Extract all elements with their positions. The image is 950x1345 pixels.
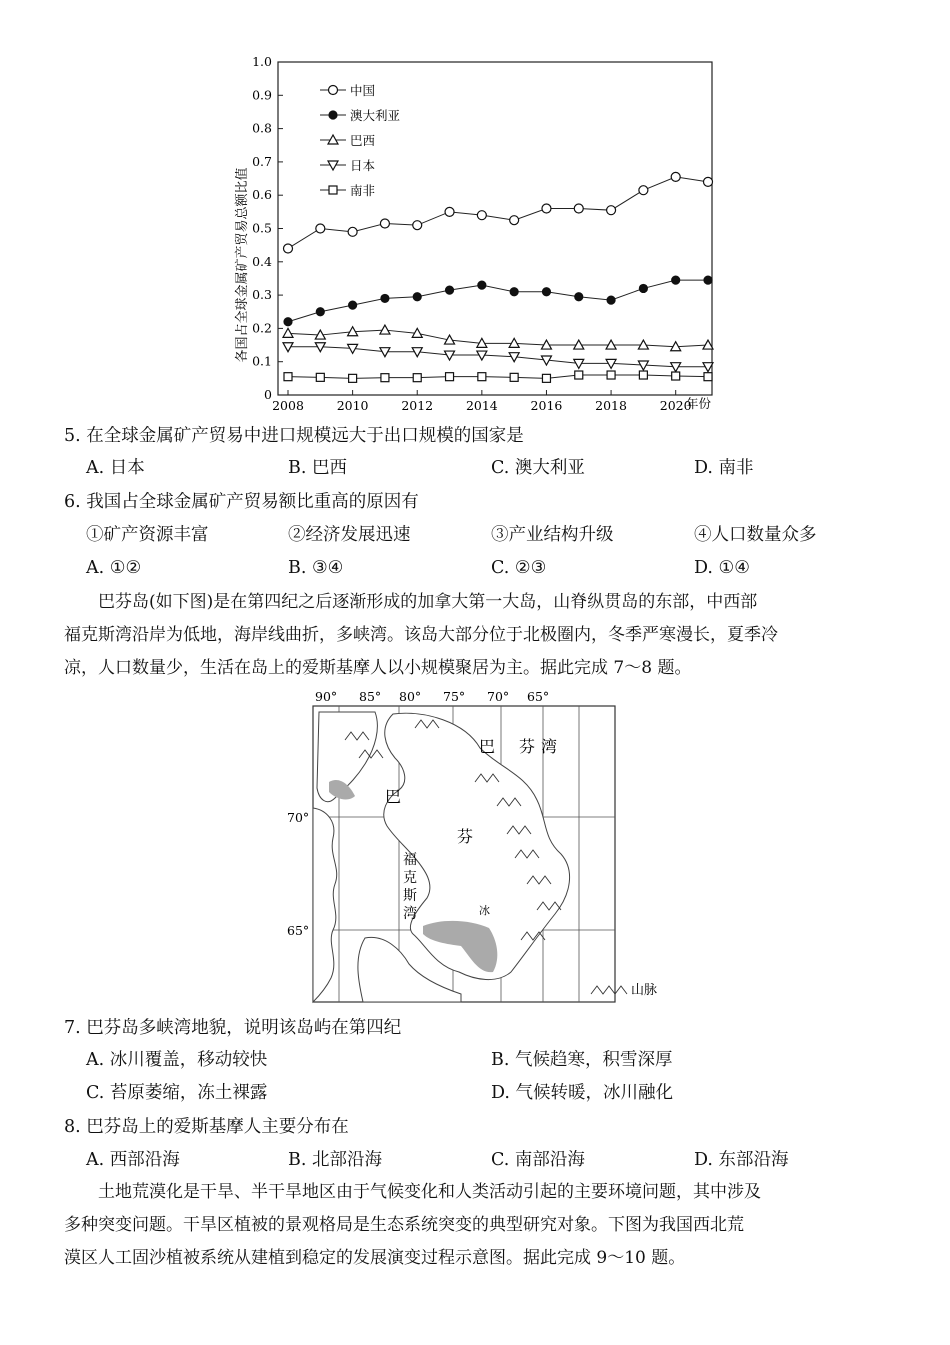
chart-data-point (446, 373, 454, 381)
map-label-foxe-1: 福 (403, 852, 417, 868)
chart-data-point (575, 293, 583, 301)
map-lon-80: 80° (399, 689, 422, 704)
chart-legend-label: 中国 (350, 83, 376, 98)
chart-data-point (639, 371, 647, 379)
chart-data-point (446, 286, 454, 294)
chart-legend-label: 巴西 (350, 133, 376, 148)
passage2-line2: 多种突变问题。干旱区植被的景观格局是生态系统突变的典型研究对象。下图为我国西北荒 (64, 1215, 744, 1235)
chart-xlabel: 年份 (686, 396, 712, 411)
chart-ytick-label: 0.8 (252, 120, 272, 136)
chart-data-point (607, 371, 615, 379)
chart-data-point (316, 224, 325, 233)
chart-xtick-label: 2020 (659, 398, 692, 413)
q7-option-b[interactable]: B. 气候趋寒，积雪深厚 (491, 1050, 673, 1070)
question-5-stem: 5. 在全球金属矿产贸易中进口规模远大于出口规模的国家是 (64, 426, 524, 446)
map-label-baffin-bay-2: 芬 (519, 737, 536, 756)
map-lon-75: 75° (443, 689, 466, 704)
map-lon-85: 85° (359, 689, 382, 704)
q5-option-c[interactable]: C. 澳大利亚 (491, 458, 585, 478)
chart-ytick-label: 0.2 (252, 320, 272, 336)
q8-option-b[interactable]: B. 北部沿海 (288, 1150, 382, 1170)
q7-option-c[interactable]: C. 苔原萎缩，冻土裸露 (86, 1083, 268, 1103)
q5-option-b[interactable]: B. 巴西 (288, 458, 347, 478)
chart-legend-label: 澳大利亚 (350, 108, 401, 123)
q6-statement-2: ②经济发展迅速 (288, 525, 411, 545)
chart-data-point (542, 204, 551, 213)
passage1-line1: 巴芬岛(如下图)是在第四纪之后逐渐形成的加拿大第一大岛，山脊纵贯岛的东部，中西部 (98, 592, 758, 612)
q6-statement-1: ①矿产资源丰富 (86, 525, 209, 545)
chart-ytick-label: 0.6 (252, 187, 272, 203)
chart-data-point (348, 227, 357, 236)
question-8-stem: 8. 巴芬岛上的爱斯基摩人主要分布在 (64, 1117, 349, 1137)
chart-ytick-label: 0.5 (252, 220, 272, 236)
chart-data-point (704, 177, 713, 186)
q6-option-c[interactable]: C. ②③ (491, 558, 547, 578)
q7-option-a[interactable]: A. 冰川覆盖，移动较快 (86, 1050, 268, 1070)
chart-ylabel: 各国占全球金属矿产贸易总额比值 (235, 167, 250, 363)
chart-xtick-label: 2010 (336, 398, 369, 413)
q8-option-d[interactable]: D. 东部沿海 (694, 1150, 789, 1170)
passage2-line3: 漠区人工固沙植被系统从建植到稳定的发展演变过程示意图。据此完成 9～10 题。 (64, 1248, 686, 1268)
q6-option-d[interactable]: D. ①④ (694, 558, 750, 578)
chart-data-point (704, 276, 712, 284)
chart-data-point (478, 281, 486, 289)
chart-ytick-label: 0 (264, 387, 272, 402)
chart-ytick-label: 0.9 (252, 87, 272, 103)
chart-legend-marker (329, 111, 337, 119)
map-label-foxe-3: 斯 (403, 888, 417, 904)
chart-data-point (510, 373, 518, 381)
map-lon-65: 65° (527, 689, 550, 704)
map-lat-65: 65° (287, 923, 310, 938)
chart-data-point (672, 276, 680, 284)
chart-ytick-label: 0.1 (252, 353, 272, 369)
map-label-baffin-bay-1: 巴 (479, 737, 496, 756)
chart-legend-label: 南非 (350, 183, 376, 198)
chart-xtick-label: 2018 (595, 398, 627, 413)
chart-data-point (380, 219, 389, 228)
question-7-stem: 7. 巴芬岛多峡湾地貌，说明该岛屿在第四纪 (64, 1018, 402, 1038)
chart-ytick-label: 0.4 (252, 253, 272, 269)
question-6-stem: 6. 我国占全球金属矿产贸易额比重高的原因有 (64, 492, 419, 512)
chart-xtick-label: 2012 (401, 398, 434, 413)
q7-option-d[interactable]: D. 气候转暖，冰川融化 (491, 1083, 674, 1103)
chart-data-point (284, 244, 293, 253)
chart-data-point (542, 288, 550, 296)
west-coast-land (313, 808, 337, 1002)
chart-ytick-label: 0.3 (252, 287, 272, 303)
chart-xtick-label: 2008 (272, 398, 304, 413)
chart-data-point (413, 293, 421, 301)
legend-mountain-label: 山脉 (631, 983, 658, 998)
chart-data-point (510, 216, 519, 225)
map-label-island-1: 巴 (385, 787, 402, 806)
map-lon-90: 90° (315, 689, 338, 704)
chart-xtick-label: 2014 (465, 398, 498, 413)
q8-option-c[interactable]: C. 南部沿海 (491, 1150, 585, 1170)
passage-desertification (64, 1176, 894, 1275)
chart-data-point (284, 318, 292, 326)
passage1-line2: 福克斯湾沿岸为低地，海岸线曲折，多峡湾。该岛大部分位于北极圈内，冬季严寒漫长，夏季冷 (64, 625, 778, 645)
chart-data-point (349, 374, 357, 382)
metal-trade-line-chart (220, 50, 740, 420)
chart-data-point (671, 172, 680, 181)
chart-data-point (349, 301, 357, 309)
chart-legend-label: 日本 (350, 158, 376, 173)
map-lat-70: 70° (287, 810, 310, 825)
passage2-line1: 土地荒漠化是干旱、半干旱地区由于气候变化和人类活动引起的主要环境问题，其中涉及 (98, 1182, 761, 1202)
baffin-island-map (275, 688, 695, 1006)
q5-option-a[interactable]: A. 日本 (86, 458, 145, 478)
chart-data-point (477, 211, 486, 220)
chart-data-point (284, 373, 292, 381)
map-label-island-2: 芬 (457, 827, 474, 846)
chart-data-point (575, 371, 583, 379)
chart-data-point (672, 372, 680, 380)
chart-data-point (542, 374, 550, 382)
map-label-foxe-2: 克 (403, 870, 417, 886)
chart-data-point (381, 374, 389, 382)
chart-data-point (381, 294, 389, 302)
chart-data-point (316, 373, 324, 381)
q6-statement-3: ③产业结构升级 (491, 525, 614, 545)
map-label-foxe-4: 湾 (403, 906, 417, 922)
chart-ytick-label: 0.7 (252, 153, 272, 169)
passage1-line3: 凉，人口数量少，生活在岛上的爱斯基摩人以小规模聚居为主。据此完成 7～8 题。 (64, 658, 692, 678)
chart-legend-marker (329, 186, 337, 194)
passage-baffin-island (64, 586, 894, 685)
q6-statement-4: ④人口数量众多 (694, 525, 817, 545)
chart-data-point (478, 373, 486, 381)
chart-data-point (639, 284, 647, 292)
q6-option-b[interactable]: B. ③④ (288, 558, 344, 578)
chart-ytick-label: 1.0 (252, 54, 272, 69)
chart-data-point (445, 207, 454, 216)
chart-data-point (607, 296, 615, 304)
q6-option-a[interactable]: A. ①② (86, 558, 142, 578)
chart-data-point (413, 221, 422, 230)
chart-data-point (639, 186, 648, 195)
chart-xtick-label: 2016 (530, 398, 563, 413)
chart-data-point (607, 206, 616, 215)
chart-data-point (704, 373, 712, 381)
map-lon-70: 70° (487, 689, 510, 704)
map-label-ice: 冰 (479, 904, 490, 917)
chart-data-point (316, 308, 324, 316)
chart-data-point (510, 288, 518, 296)
q5-option-d[interactable]: D. 南非 (694, 458, 754, 478)
chart-legend-marker (329, 86, 338, 95)
q8-option-a[interactable]: A. 西部沿海 (86, 1150, 180, 1170)
map-label-baffin-bay-3: 湾 (541, 737, 558, 756)
chart-data-point (413, 374, 421, 382)
chart-data-point (574, 204, 583, 213)
